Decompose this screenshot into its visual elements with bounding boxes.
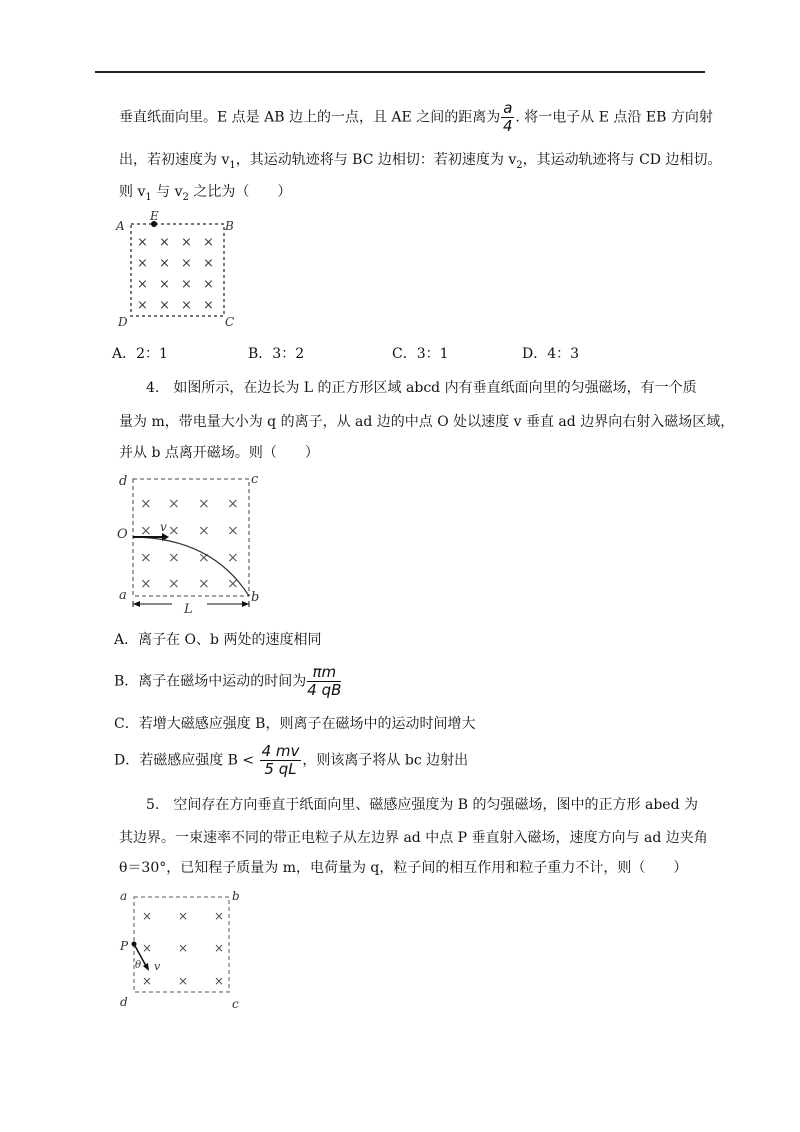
svg-text:c: c <box>232 997 239 1010</box>
svg-text:×: × <box>203 256 214 271</box>
q5-line-1: 5. 空间存在方向垂直于纸面向里、磁感应强度为 B 的匀强磁场，图中的正方形 abed 为 <box>146 797 698 813</box>
q4-option-b[interactable]: B．离子在磁场中运动的时间为 $\frac{\pi m}{4 qB}$ <box>114 663 342 699</box>
svg-text:P: P <box>120 939 129 953</box>
svg-text:×: × <box>198 576 210 592</box>
svg-text:×: × <box>137 256 148 271</box>
svg-text:C: C <box>225 315 235 329</box>
svg-text:×: × <box>142 909 153 923</box>
svg-text:×: × <box>137 235 148 250</box>
svg-text:a: a <box>119 588 127 603</box>
q5-figure <box>112 884 252 1010</box>
q5-line-3: θ＝30°，已知程子质量为 m，电荷量为 q，粒子间的相互作用和粒子重力不计，则（ ） <box>119 860 688 876</box>
q4-option-a[interactable]: A．离子在 O、b 两处的速度相同 <box>114 632 322 648</box>
svg-text:×: × <box>159 256 170 271</box>
svg-text:×: × <box>140 576 152 592</box>
q4-line-2: 量为 m，带电量大小为 q 的离子，从 ad 边的中点 O 处以速度 v 垂直 ad 边界向右射入磁场区域， <box>119 414 735 430</box>
svg-text:×: × <box>142 974 153 988</box>
svg-text:×: × <box>227 576 239 592</box>
svg-text:×: × <box>168 550 180 566</box>
svg-text:O: O <box>117 527 128 542</box>
svg-text:×: × <box>178 941 189 955</box>
fraction-4mv-over-5ql: $\frac{4 mv}{5 qL}$ <box>261 742 300 778</box>
q3-figure <box>112 208 242 330</box>
q3-line-3: 则 $v_1$ 与 $v_2$ 之比为（ ） <box>119 184 292 203</box>
svg-text:×: × <box>137 277 148 292</box>
svg-text:×: × <box>227 496 239 512</box>
svg-text:×: × <box>159 277 170 292</box>
svg-text:×: × <box>140 496 152 512</box>
svg-text:c: c <box>251 472 259 487</box>
svg-text:d: d <box>119 474 128 489</box>
svg-text:d: d <box>120 995 128 1009</box>
svg-text:A: A <box>116 219 125 233</box>
svg-text:×: × <box>178 909 189 923</box>
svg-text:b: b <box>251 590 260 605</box>
q3-option-d[interactable]: D．4：3 <box>522 346 580 362</box>
svg-text:a: a <box>120 889 128 903</box>
svg-text:×: × <box>214 974 225 988</box>
svg-text:×: × <box>140 550 152 566</box>
svg-text:×: × <box>181 256 192 271</box>
header-rule <box>95 71 705 73</box>
q3-option-b[interactable]: B．3：2 <box>248 346 305 362</box>
svg-text:v: v <box>160 520 167 534</box>
svg-text:B: B <box>225 219 234 233</box>
svg-text:D: D <box>118 315 128 329</box>
svg-text:×: × <box>203 235 214 250</box>
q3-option-c[interactable]: C．3：1 <box>392 346 449 362</box>
q4-line-3: 并从 b 点离开磁场。则（ ） <box>119 445 319 461</box>
svg-text:×: × <box>181 298 192 313</box>
svg-text:×: × <box>181 235 192 250</box>
svg-text:×: × <box>168 523 180 539</box>
svg-text:×: × <box>140 523 152 539</box>
q5-line-2: 其边界。一束速率不同的带正电粒子从左边界 ad 中点 P 垂直射入磁场，速度方向与 ad 边夹角 <box>119 830 708 846</box>
svg-text:×: × <box>203 277 214 292</box>
svg-text:v: v <box>154 960 161 973</box>
svg-text:×: × <box>168 576 180 592</box>
svg-text:×: × <box>198 523 210 539</box>
svg-text:×: × <box>227 523 239 539</box>
q3-line-2: 出，若初速度为 $v_1$，其运动轨迹将与 BC 边相切：若初速度为 $v_2$，其运动轨迹将与 CD 边相切。 <box>119 152 722 171</box>
svg-text:×: × <box>137 298 148 313</box>
svg-text:×: × <box>142 941 153 955</box>
svg-text:×: × <box>203 298 214 313</box>
q4-line-1: 4. 如图所示，在边长为 L 的正方形区域 abcd 内有垂直纸面向里的匀强磁场，有一个质 <box>146 380 697 396</box>
svg-text:×: × <box>198 550 210 566</box>
q4-option-d[interactable]: D．若磁感应强度 B < $\frac{4 mv}{5 qL}$ ，则该离子将从 bc 边射出 <box>114 742 469 778</box>
svg-text:×: × <box>159 235 170 250</box>
fraction-pim-over-4qb: $\frac{\pi m}{4 qB}$ <box>307 663 342 699</box>
svg-text:×: × <box>198 496 210 512</box>
svg-text:×: × <box>214 941 225 955</box>
q3-line-1: 垂直纸面向里。E 点是 AB 边上的一点，且 AE 之间的距离为 $\frac{a}{4}$ . 将一电子从 E 点沿 EB 方向射 <box>119 99 713 135</box>
svg-text:b: b <box>232 889 240 903</box>
svg-text:×: × <box>178 974 189 988</box>
svg-text:×: × <box>168 496 180 512</box>
svg-text:L: L <box>184 602 193 617</box>
q4-option-c[interactable]: C．若增大磁感应强度 B，则离子在磁场中的运动时间增大 <box>114 716 476 732</box>
svg-text:E: E <box>150 209 159 223</box>
svg-text:×: × <box>214 909 225 923</box>
fraction-a-over-4: $\frac{a}{4}$ <box>503 99 513 135</box>
q4-figure <box>112 468 272 618</box>
q3-option-a[interactable]: A．2：1 <box>112 346 168 362</box>
svg-text:×: × <box>181 277 192 292</box>
svg-text:×: × <box>227 550 239 566</box>
svg-text:×: × <box>159 298 170 313</box>
svg-text:θ: θ <box>135 960 142 971</box>
